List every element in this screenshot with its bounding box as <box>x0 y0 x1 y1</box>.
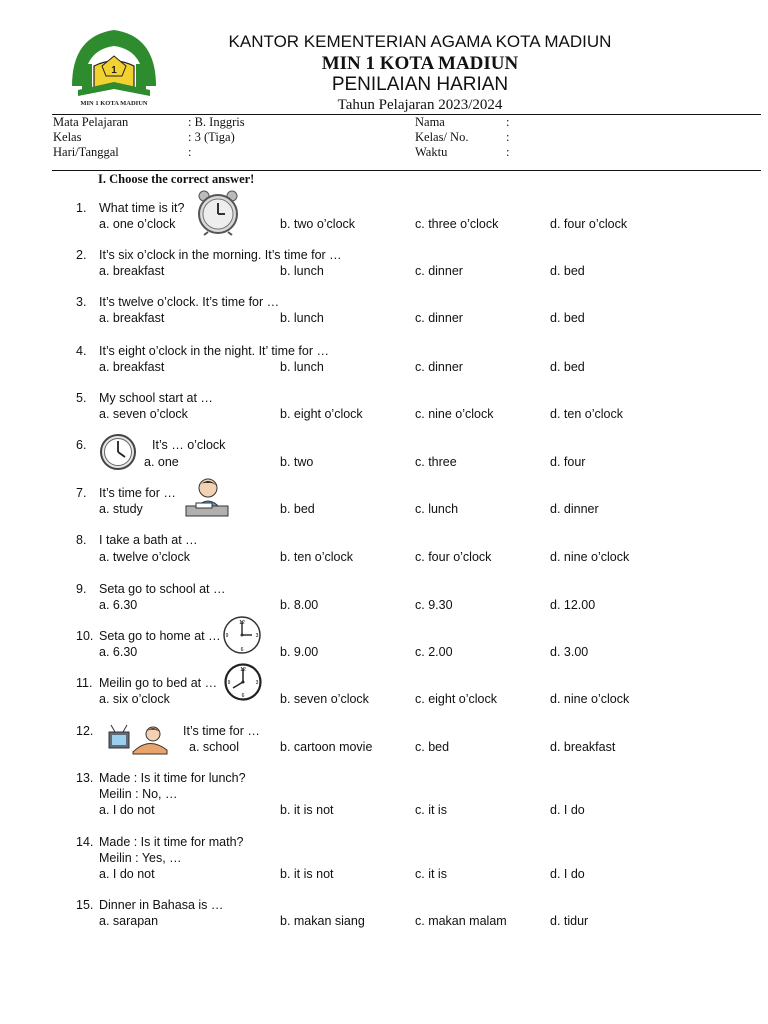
wall-clock-icon <box>221 616 263 654</box>
question-4-option-a[interactable]: a. breakfast <box>99 360 165 374</box>
info-label-name: Nama <box>415 115 445 129</box>
info-value-class-no: : <box>506 130 510 144</box>
question-5-option-c[interactable]: c. nine o’clock <box>415 407 494 421</box>
svg-text:6: 6 <box>240 647 244 653</box>
question-8-option-c[interactable]: c. four o’clock <box>415 550 492 564</box>
question-11-number: 11. <box>76 676 93 690</box>
question-8-option-a[interactable]: a. twelve o’clock <box>99 550 191 564</box>
question-15-text: Dinner in Bahasa is … <box>99 898 224 912</box>
question-10-number: 10. <box>76 629 94 643</box>
header-divider-top <box>52 114 761 115</box>
info-label-class: Kelas <box>53 130 82 144</box>
question-13-text: Made : Is it time for lunch? <box>99 771 246 785</box>
question-3-option-a[interactable]: a. breakfast <box>99 311 165 325</box>
logo-number: 1 <box>111 65 117 76</box>
svg-text:6: 6 <box>241 693 245 699</box>
svg-text:12: 12 <box>239 620 245 626</box>
question-1-text: What time is it? <box>99 201 185 215</box>
question-9-option-a[interactable]: a. 6.30 <box>99 598 138 612</box>
question-13-option-b[interactable]: b. it is not <box>280 803 334 817</box>
question-3-option-c[interactable]: c. dinner <box>415 311 463 325</box>
section-title: I. Choose the correct answer! <box>98 172 255 186</box>
question-5-text: My school start at … <box>99 391 213 405</box>
info-value-subject: : B. Inggris <box>188 115 245 129</box>
question-7-option-b[interactable]: b. bed <box>280 502 315 516</box>
svg-text:3: 3 <box>255 633 259 639</box>
office-name: KANTOR KEMENTERIAN AGAMA KOTA MADIUN <box>228 32 612 51</box>
clock-icon <box>98 433 138 471</box>
question-5-option-b[interactable]: b. eight o’clock <box>280 407 363 421</box>
question-14-option-a[interactable]: a. I do not <box>99 867 155 881</box>
info-value-class: : 3 (Tiga) <box>188 130 235 144</box>
exam-title: PENILAIAN HARIAN <box>331 74 509 95</box>
question-3-number: 3. <box>76 295 87 309</box>
question-12-option-b[interactable]: b. cartoon movie <box>280 740 373 754</box>
question-12-option-a[interactable]: a. school <box>189 740 240 754</box>
question-11-option-c[interactable]: c. eight o’clock <box>415 692 497 706</box>
question-12-option-d[interactable]: d. breakfast <box>550 740 616 754</box>
question-4-option-d[interactable]: d. bed <box>550 360 585 374</box>
question-2-number: 2. <box>76 248 87 262</box>
question-7-option-c[interactable]: c. lunch <box>415 502 459 516</box>
header-divider-bottom <box>52 170 761 171</box>
question-6-option-a[interactable]: a. one <box>144 455 179 469</box>
svg-text:9: 9 <box>227 680 231 686</box>
question-12-text: It’s time for … <box>183 724 260 738</box>
question-2-option-a[interactable]: a. breakfast <box>99 264 165 278</box>
question-15-option-a[interactable]: a. sarapan <box>99 914 159 928</box>
question-3-option-d[interactable]: d. bed <box>550 311 585 325</box>
question-13-option-c[interactable]: c. it is <box>415 803 447 817</box>
question-4-text: It’s eight o’clock in the night. It’ time for … <box>99 344 329 358</box>
info-label-class-no: Kelas/ No. <box>415 130 469 144</box>
question-1-option-a[interactable]: a. one o’clock <box>99 217 176 231</box>
question-9-number: 9. <box>76 582 87 596</box>
info-label-subject: Mata Pelajaran <box>53 115 129 129</box>
question-1-option-d[interactable]: d. four o’clock <box>550 217 628 231</box>
question-12-number: 12. <box>76 724 94 738</box>
question-6-option-b[interactable]: b. two <box>280 455 314 469</box>
question-11-option-a[interactable]: a. six o’clock <box>99 692 170 706</box>
studying-child-icon <box>182 476 230 520</box>
info-label-date: Hari/Tanggal <box>53 145 119 159</box>
question-7-option-d[interactable]: d. dinner <box>550 502 599 516</box>
info-value-time: : <box>506 145 510 159</box>
question-13-reply: Meilin : No, … <box>99 787 178 801</box>
question-6-number: 6. <box>76 438 87 452</box>
question-15-option-d[interactable]: d. tidur <box>550 914 589 928</box>
question-1-option-c[interactable]: c. three o’clock <box>415 217 499 231</box>
question-9-option-b[interactable]: b. 8.00 <box>280 598 319 612</box>
alarm-clock-icon <box>194 188 242 236</box>
question-8-number: 8. <box>76 533 87 547</box>
question-4-option-c[interactable]: c. dinner <box>415 360 463 374</box>
question-13-option-a[interactable]: a. I do not <box>99 803 155 817</box>
question-1-number: 1. <box>76 201 87 215</box>
question-5-option-d[interactable]: d. ten o’clock <box>550 407 623 421</box>
question-11-option-d[interactable]: d. nine o’clock <box>550 692 630 706</box>
question-15-option-c[interactable]: c. makan malam <box>415 914 507 928</box>
academic-year: Tahun Pelajaran 2023/2024 <box>337 97 503 113</box>
question-6-option-c[interactable]: c. three <box>415 455 457 469</box>
question-10-text: Seta go to home at … <box>99 629 221 643</box>
question-9-option-c[interactable]: c. 9.30 <box>415 598 453 612</box>
info-label-time: Waktu <box>415 145 448 159</box>
question-10-option-c[interactable]: c. 2.00 <box>415 645 453 659</box>
question-12-option-c[interactable]: c. bed <box>415 740 450 754</box>
question-8-option-d[interactable]: d. nine o’clock <box>550 550 630 564</box>
question-10-option-b[interactable]: b. 9.00 <box>280 645 319 659</box>
question-14-number: 14. <box>76 835 94 849</box>
question-11-option-b[interactable]: b. seven o’clock <box>280 692 369 706</box>
question-14-text: Made : Is it time for math? <box>99 835 244 849</box>
question-10-option-a[interactable]: a. 6.30 <box>99 645 138 659</box>
question-3-option-b[interactable]: b. lunch <box>280 311 324 325</box>
svg-text:12: 12 <box>240 667 246 673</box>
question-2-option-c[interactable]: c. dinner <box>415 264 463 278</box>
question-1-option-b[interactable]: b. two o’clock <box>280 217 356 231</box>
question-14-option-b[interactable]: b. it is not <box>280 867 334 881</box>
question-15-number: 15. <box>76 898 94 912</box>
question-8-option-b[interactable]: b. ten o’clock <box>280 550 353 564</box>
question-2-text: It’s six o’clock in the morning. It’s time for … <box>99 248 342 262</box>
question-5-number: 5. <box>76 391 87 405</box>
logo-text: MIN 1 KOTA MADIUN <box>80 100 148 107</box>
svg-text:9: 9 <box>225 633 229 639</box>
question-6-option-d[interactable]: d. four <box>550 455 586 469</box>
watching-tv-icon <box>107 722 169 758</box>
question-14-reply: Meilin : Yes, … <box>99 851 182 865</box>
question-13-option-d[interactable]: d. I do <box>550 803 585 817</box>
question-15-option-b[interactable]: b. makan siang <box>280 914 365 928</box>
question-7-text: It’s time for … <box>99 486 176 500</box>
school-name: MIN 1 KOTA MADIUN <box>321 53 519 74</box>
question-2-option-b[interactable]: b. lunch <box>280 264 324 278</box>
question-8-text: I take a bath at … <box>99 533 198 547</box>
question-6-text: It’s … o’clock <box>152 438 226 452</box>
question-14-option-d[interactable]: d. I do <box>550 867 585 881</box>
question-9-option-d[interactable]: d. 12.00 <box>550 598 596 612</box>
question-3-text: It’s twelve o’clock. It’s time for … <box>99 295 280 309</box>
question-4-number: 4. <box>76 344 87 358</box>
info-value-date: : <box>188 145 192 159</box>
question-5-option-a[interactable]: a. seven o’clock <box>99 407 188 421</box>
question-9-text: Seta go to school at … <box>99 582 226 596</box>
question-7-option-a[interactable]: a. study <box>99 502 143 516</box>
question-13-number: 13. <box>76 771 94 785</box>
question-4-option-b[interactable]: b. lunch <box>280 360 324 374</box>
question-7-number: 7. <box>76 486 87 500</box>
question-2-option-d[interactable]: d. bed <box>550 264 585 278</box>
question-10-option-d[interactable]: d. 3.00 <box>550 645 589 659</box>
svg-text:3: 3 <box>255 680 259 686</box>
question-14-option-c[interactable]: c. it is <box>415 867 447 881</box>
info-value-name: : <box>506 115 510 129</box>
question-11-text: Meilin go to bed at … <box>99 676 218 690</box>
bedtime-clock-icon <box>223 663 263 701</box>
